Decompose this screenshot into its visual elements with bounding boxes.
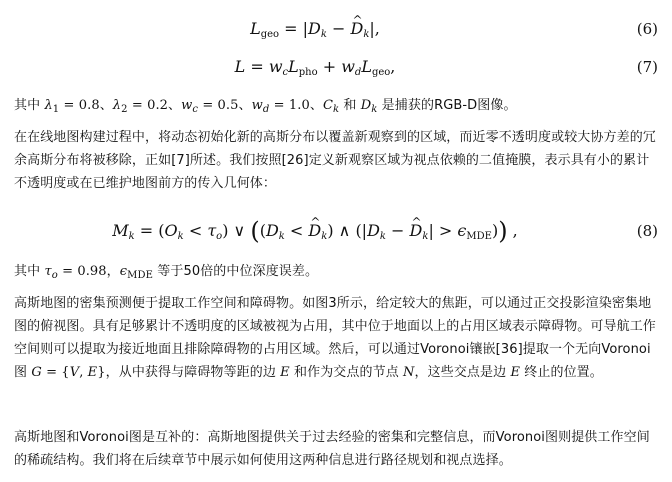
equation-8 xyxy=(0,214,672,248)
p1-mid: 和 xyxy=(339,98,361,113)
p1-parameters: $\lambda_1 = 0.8$、$\lambda_2 = 0.2$、$w_c = 0.5$、$w_d = 1.0$、$C_k$ xyxy=(44,98,340,115)
p1-depth: $D_k$ xyxy=(360,98,378,115)
equation-8-number: (8) xyxy=(636,222,658,240)
p4-nodes-symbol: N xyxy=(403,365,415,380)
paragraph-1 xyxy=(14,94,658,117)
paragraph-5: 高斯地图和Voronoi图是互补的：高斯地图提供关于过去经验的密集和完整信息，而Voronoi图则提供工作空间的稀疏结构。我们将在后续章节中展示如何使用这两种信息进行路径规划和视点选择。 xyxy=(14,430,650,468)
p3-post: 等于50倍的中位深度误差。 xyxy=(153,264,319,279)
equation-6-number: (6) xyxy=(636,20,658,38)
paragraph-2: 在在线地图构建过程中，将动态初始化新的高斯分布以覆盖新观察到的区域，而近零不透明度或较大协方差的冗余高斯分布将被移除，正如[7]所述。我们按照[26]定义新观察区域为视点依赖的二值掩膜，表示具有小的累计不透明度或在已维护地图前方的传入几何体： xyxy=(14,130,656,191)
p3-pre: 其中 xyxy=(14,264,45,279)
p4-part5: 终止的位置。 xyxy=(520,365,603,380)
p1-pre: 其中 xyxy=(14,98,45,113)
p4-part3: 和作为交点的节点 xyxy=(289,365,404,380)
p4-part4: ，这些交点是边 xyxy=(414,365,511,380)
p3-parameters: $\tau_o = 0.98$，$\epsilon_{MDE}$ xyxy=(44,264,154,281)
equation-8-body: $M_k = (O_k < \tau_o)$ ∨ (($D_k$ < ^ $D_k$) ∧ ($|D_k$ − ^ $D_k| > \epsilon_{MDE}$)) , xyxy=(0,214,630,248)
p4-graph-def: G = {V, E} xyxy=(31,365,106,380)
equation-7-number: (7) xyxy=(636,58,658,76)
equation-6 xyxy=(0,14,672,44)
p4-part1: 高斯地图的密集预测便于提取工作空间和障碍物。如图3所示，给定较大的焦距，可以通过正交投影渲染密集地图的俯视图。具有足够累计不透明度的区域被视为占用，其中位于地面以上的占用区域表示障碍物。可导航工作空间则可以提取为接近地面且排除障碍物的占用区域。然后，可以通过Voronoi镶嵌[36]提取一个无向Voronoi图 xyxy=(14,296,656,380)
p4-part2: ，从中获得与障碍物等距的边 xyxy=(105,365,281,380)
p1-post: 是捕获的RGB-D图像。 xyxy=(377,98,517,113)
equation-7-body: $L = w_cL_{pho} + w_dL_{geo}$, xyxy=(234,57,396,78)
equation-6-body: $L_{geo} = |D_k$ − ^ $D_k|$, xyxy=(0,14,630,44)
paragraph-4 xyxy=(14,292,658,384)
paragraph-3 xyxy=(14,260,658,283)
equation-7 xyxy=(0,52,672,82)
p4-edge-symbol: E xyxy=(510,365,521,380)
p4-edges-symbol: E xyxy=(280,365,290,380)
